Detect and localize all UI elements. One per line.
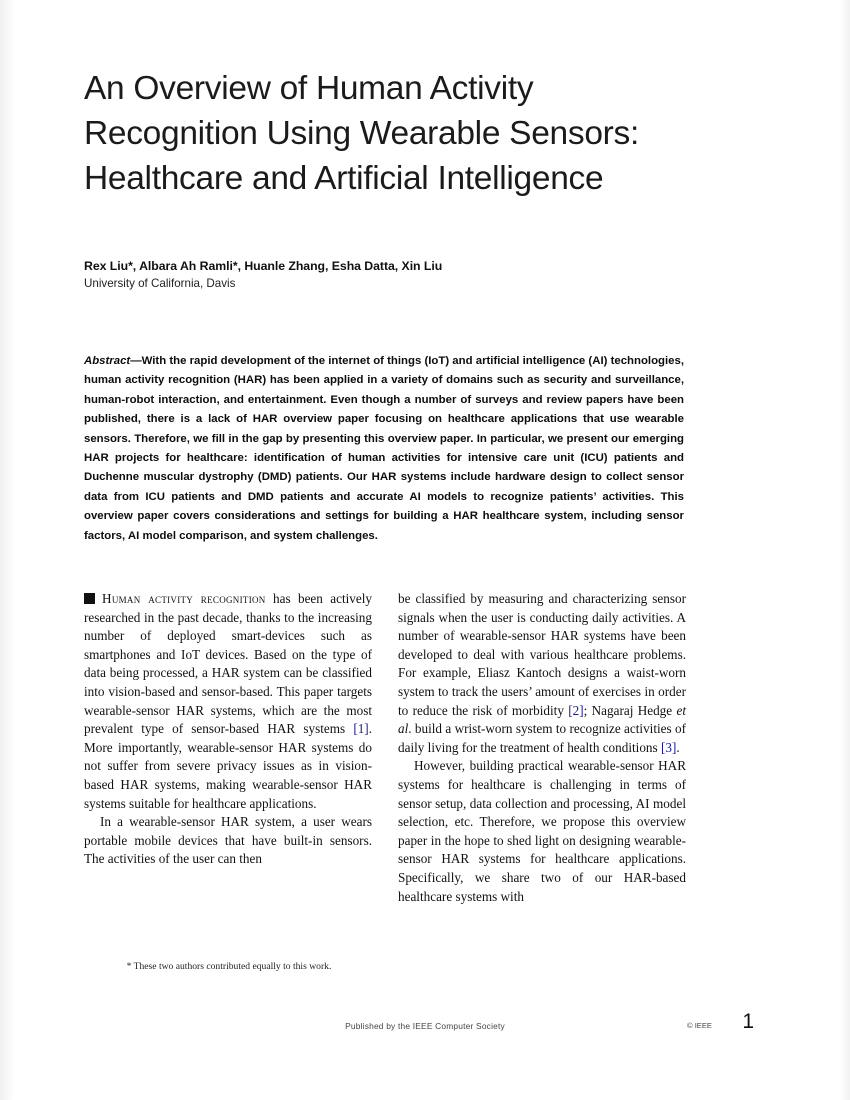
body-column-right: [398, 590, 686, 906]
paragraph-intro-text: has been actively researched in the past decade, thanks to the increasing number of deployed smart-devices such as smartphones and IoT devices. Based on the type of data being processed, a HAR system can be classified into vision-based and sensor-based. This paper targets wearable-sensor HAR systems, which are the most prevalent type of sensor-based HAR systems: [84, 591, 373, 737]
paragraph-right-1-b: ; Nagaraj Hedge: [583, 702, 677, 718]
paragraph-left-2: In a wearable-sensor HAR system, a user wears portable mobile devices that have built-in sensors. The activities of the user can then: [84, 814, 372, 867]
body-columns: [84, 590, 686, 906]
abstract-label: Abstract: [84, 355, 131, 367]
section-marker-square: [84, 593, 95, 604]
body-column-left: [84, 590, 372, 906]
abstract-block: [84, 352, 684, 546]
footer-publisher: Published by the IEEE Computer Society: [345, 1021, 505, 1031]
abstract-dash: —: [130, 355, 142, 367]
affiliation: University of California, Davis: [84, 277, 236, 290]
paragraph-right-1-d: .: [676, 739, 680, 755]
abstract-text: With the rapid development of the internet of things (IoT) and artificial intelligence (AI) technologies, human activity recognition (HAR) has been applied in a variety of domains such as security and surveillance, human-robot interaction, and entertainment. Even though a number of surveys and review papers have been published, there is a lack of HAR overview paper focusing on healthcare applications that use wearable sensors. Therefore, we fill in the gap by presenting this overview paper. In particular, we present our emerging HAR projects for healthcare: identification of human activities for intensive care unit (ICU) patients and Duchenne muscular dystrophy (DMD) patients. Our HAR systems include hardware design to collect sensor data from ICU patients and DMD patients and accurate AI models to recognize patients’ activities. This overview paper covers considerations and settings for building a HAR healthcare system, including sensor factors, AI model comparison, and system challenges.: [84, 355, 684, 542]
opening-smallcaps: Human activity recognition: [102, 591, 266, 607]
paragraph-intro: [84, 590, 372, 813]
citation-1[interactable]: [1]: [353, 721, 369, 737]
paragraph-right-2: However, building practical wearable-sensor HAR systems for healthcare is challenging in terms of sensor setup, data collection and processing, AI model selection, etc. Therefore, we propose this overview paper in the hope to shed light on designing wearable-sensor HAR systems for healthcare applications. Specifically, we share two of our HAR-based healthcare systems with: [398, 758, 686, 904]
latin-abbrev-etal: et al: [398, 702, 686, 737]
citation-2[interactable]: [2]: [568, 702, 584, 718]
page-edge-shadow-left: [0, 0, 14, 1100]
paper-content: [84, 66, 686, 906]
footnote-equal-contribution: * These two authors contributed equally to this work.: [126, 961, 332, 972]
paragraph-right-1-a: be classified by measuring and characterizing sensor signals when the user is conducting daily activities. A number of wearable-sensor HAR systems have been developed to deal with various healthcare problems. For example, Eliasz Kantoch designs a waist-worn system to track the users’ amount of exercises in order to reduce the risk of morbidity: [398, 591, 686, 718]
paragraph-intro-tail: . More importantly, wearable-sensor HAR systems do not suffer from severe privacy issues as in vision-based HAR systems, making wearable-sensor HAR systems suitable for healthcare applications.: [84, 721, 372, 811]
footer-copyright: © IEEE: [686, 1021, 712, 1030]
page-number: 1: [742, 1010, 754, 1033]
paragraph-right-1-c: . build a wrist-worn system to recognize activities of daily living for the treatment of health conditions: [398, 721, 686, 755]
citation-3[interactable]: [3]: [660, 739, 677, 755]
paragraph-right-1: [398, 590, 686, 757]
page-edge-shadow-right: [840, 0, 850, 1100]
footer-divider: [84, 1005, 686, 1006]
page-title: An Overview of Human Activity Recognition Using Wearable Sensors: Healthcare and Artificial Intelligence: [84, 70, 639, 197]
author-list: Rex Liu*, Albara Ah Ramli*, Huanle Zhang, Esha Datta, Xin Liu: [84, 259, 443, 273]
